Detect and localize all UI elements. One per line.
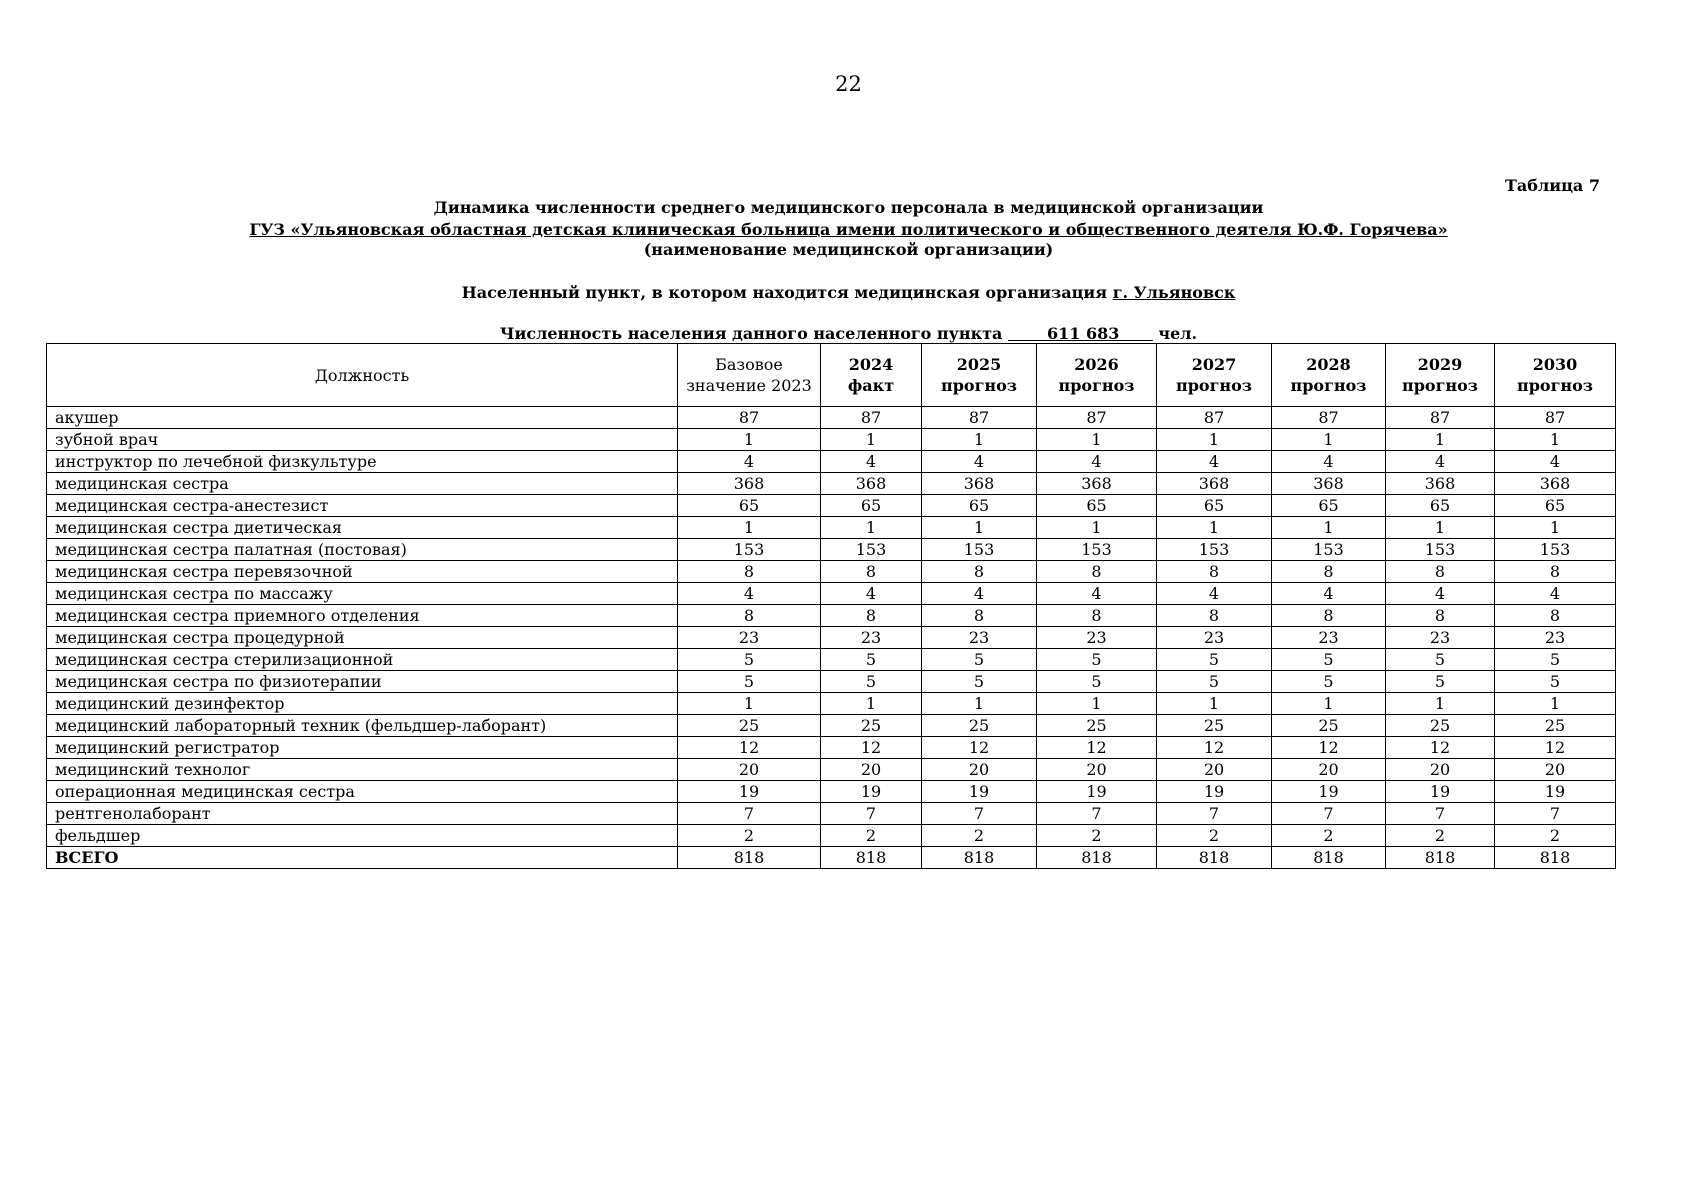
position-name: рентгенолаборант <box>47 803 678 825</box>
staff-count-cell: 4 <box>1037 583 1157 605</box>
position-name: операционная медицинская сестра <box>47 781 678 803</box>
staff-count-cell: 25 <box>1157 715 1272 737</box>
staff-count-cell: 368 <box>1386 473 1495 495</box>
table-body <box>47 407 1616 869</box>
position-name: медицинский технолог <box>47 759 678 781</box>
header-year-2028 <box>1272 344 1386 407</box>
staff-count-cell: 5 <box>1495 649 1616 671</box>
staff-count-cell: 818 <box>1037 847 1157 869</box>
staff-count-cell: 153 <box>678 539 821 561</box>
header-year-kind: прогноз <box>1517 376 1593 395</box>
header-year-kind: прогноз <box>1176 376 1252 395</box>
staff-count-cell: 7 <box>1495 803 1616 825</box>
staff-count-cell: 20 <box>1037 759 1157 781</box>
staff-count-cell: 65 <box>922 495 1037 517</box>
staff-count-cell: 4 <box>1037 451 1157 473</box>
table-row <box>47 561 1616 583</box>
staff-count-cell: 7 <box>1037 803 1157 825</box>
staff-count-cell: 7 <box>1386 803 1495 825</box>
staff-count-cell: 5 <box>1037 649 1157 671</box>
staff-count-cell: 87 <box>922 407 1037 429</box>
table-row <box>47 627 1616 649</box>
staff-count-cell: 8 <box>678 561 821 583</box>
staff-count-cell: 5 <box>1037 671 1157 693</box>
staff-count-cell: 4 <box>1157 583 1272 605</box>
staff-count-cell: 12 <box>922 737 1037 759</box>
position-name: медицинская сестра диетическая <box>47 517 678 539</box>
population-value: 611 683 <box>1047 324 1120 343</box>
staff-count-cell: 2 <box>821 825 922 847</box>
population-value-field <box>1008 324 1153 343</box>
staff-count-cell: 65 <box>1272 495 1386 517</box>
position-name: медицинская сестра процедурной <box>47 627 678 649</box>
staff-count-cell: 8 <box>922 561 1037 583</box>
position-name: фельдшер <box>47 825 678 847</box>
staff-count-cell: 65 <box>1037 495 1157 517</box>
staff-count-cell: 2 <box>1037 825 1157 847</box>
table-header <box>47 344 1616 407</box>
header-year-2026 <box>1037 344 1157 407</box>
staff-count-cell: 23 <box>1495 627 1616 649</box>
staff-count-cell: 7 <box>1157 803 1272 825</box>
staff-count-cell: 2 <box>678 825 821 847</box>
position-name: медицинская сестра перевязочной <box>47 561 678 583</box>
staff-count-cell: 1 <box>1495 429 1616 451</box>
staff-count-cell: 1 <box>1495 517 1616 539</box>
position-name: ВСЕГО <box>47 847 678 869</box>
staff-count-cell: 153 <box>1037 539 1157 561</box>
population-label: Численность населения данного населенного пункта <box>499 324 1003 343</box>
staff-count-cell: 818 <box>1386 847 1495 869</box>
position-name: медицинская сестра-анестезист <box>47 495 678 517</box>
staff-count-cell: 8 <box>1386 561 1495 583</box>
table-row <box>47 407 1616 429</box>
staff-count-cell: 5 <box>678 649 821 671</box>
table-row <box>47 781 1616 803</box>
population-unit: чел. <box>1158 324 1198 343</box>
staff-count-cell: 4 <box>1272 451 1386 473</box>
staff-count-cell: 12 <box>1037 737 1157 759</box>
staff-count-cell: 65 <box>678 495 821 517</box>
staff-count-cell: 1 <box>1157 429 1272 451</box>
header-year-kind: прогноз <box>1402 376 1478 395</box>
staff-count-cell: 5 <box>1157 671 1272 693</box>
staff-count-cell: 368 <box>1157 473 1272 495</box>
staff-count-cell: 4 <box>922 583 1037 605</box>
staff-count-cell: 12 <box>1272 737 1386 759</box>
staff-count-cell: 12 <box>1157 737 1272 759</box>
header-year-label: 2028 <box>1306 355 1351 374</box>
table-row <box>47 803 1616 825</box>
staff-count-cell: 7 <box>678 803 821 825</box>
position-name: медицинский дезинфектор <box>47 693 678 715</box>
staff-count-cell: 19 <box>1386 781 1495 803</box>
staff-count-cell: 368 <box>922 473 1037 495</box>
staff-count-cell: 1 <box>1386 693 1495 715</box>
staff-count-cell: 23 <box>1386 627 1495 649</box>
staff-count-cell: 368 <box>821 473 922 495</box>
staff-count-cell: 25 <box>1272 715 1386 737</box>
header-year-2029 <box>1386 344 1495 407</box>
table-row <box>47 495 1616 517</box>
staff-count-cell: 8 <box>922 605 1037 627</box>
organization-name: ГУЗ «Ульяновская областная детская клиническая больница имени политического и общественного деятеля Ю.Ф. Горячева» <box>249 220 1448 239</box>
table-row <box>47 737 1616 759</box>
staff-count-cell: 5 <box>678 671 821 693</box>
staff-count-cell: 5 <box>922 649 1037 671</box>
header-base-value: Базовое значение 2023 <box>678 344 821 407</box>
staff-count-cell: 818 <box>1495 847 1616 869</box>
staff-count-cell: 818 <box>678 847 821 869</box>
staff-count-cell: 19 <box>821 781 922 803</box>
staff-count-cell: 8 <box>1157 561 1272 583</box>
staff-count-cell: 1 <box>922 693 1037 715</box>
table-row <box>47 583 1616 605</box>
table-row <box>47 473 1616 495</box>
staff-count-cell: 4 <box>1386 451 1495 473</box>
staff-count-cell: 4 <box>1272 583 1386 605</box>
staff-count-cell: 153 <box>821 539 922 561</box>
staff-count-cell: 65 <box>1495 495 1616 517</box>
staff-count-cell: 818 <box>922 847 1037 869</box>
staff-count-cell: 19 <box>1495 781 1616 803</box>
staff-count-cell: 87 <box>1386 407 1495 429</box>
staff-count-cell: 153 <box>1157 539 1272 561</box>
staff-count-cell: 7 <box>922 803 1037 825</box>
staff-count-cell: 25 <box>1386 715 1495 737</box>
staff-count-cell: 4 <box>678 451 821 473</box>
staff-count-cell: 1 <box>1037 693 1157 715</box>
table-row <box>47 451 1616 473</box>
staff-count-cell: 23 <box>1272 627 1386 649</box>
header-year-label: 2026 <box>1074 355 1119 374</box>
staff-count-cell: 1 <box>922 517 1037 539</box>
staff-count-cell: 8 <box>1272 605 1386 627</box>
staff-count-cell: 8 <box>1272 561 1386 583</box>
table-row <box>47 539 1616 561</box>
header-year-2024 <box>821 344 922 407</box>
staff-count-cell: 4 <box>1495 451 1616 473</box>
header-position: Должность <box>47 344 678 407</box>
staff-count-cell: 8 <box>1157 605 1272 627</box>
table-row <box>47 605 1616 627</box>
header-year-2025 <box>922 344 1037 407</box>
table-label: Таблица 7 <box>1505 176 1600 195</box>
locality-value: г. Ульяновск <box>1112 283 1236 302</box>
header-year-label: 2024 <box>848 355 894 374</box>
staff-count-cell: 87 <box>821 407 922 429</box>
locality-label: Населенный пункт, в котором находится медицинская организация <box>461 283 1108 302</box>
staff-count-cell: 8 <box>821 561 922 583</box>
header-year-label: 2030 <box>1532 355 1578 374</box>
table-row <box>47 649 1616 671</box>
staff-count-cell: 23 <box>1037 627 1157 649</box>
staff-count-cell: 1 <box>1272 517 1386 539</box>
staff-count-cell: 7 <box>821 803 922 825</box>
staff-count-cell: 4 <box>821 451 922 473</box>
total-row <box>47 847 1616 869</box>
header-year-label: 2025 <box>956 355 1002 374</box>
page-number: 22 <box>835 72 862 96</box>
staff-count-cell: 368 <box>678 473 821 495</box>
staff-count-cell: 5 <box>1495 671 1616 693</box>
header-year-2030 <box>1495 344 1616 407</box>
staff-count-cell: 25 <box>1037 715 1157 737</box>
position-name: медицинская сестра палатная (постовая) <box>47 539 678 561</box>
position-name: медицинская сестра приемного отделения <box>47 605 678 627</box>
staff-count-cell: 1 <box>1157 693 1272 715</box>
staff-count-cell: 1 <box>821 693 922 715</box>
staff-count-cell: 12 <box>1495 737 1616 759</box>
staff-count-cell: 23 <box>1157 627 1272 649</box>
staff-count-cell: 818 <box>1272 847 1386 869</box>
position-name: акушер <box>47 407 678 429</box>
staff-count-cell: 25 <box>1495 715 1616 737</box>
staff-count-cell: 1 <box>1386 517 1495 539</box>
position-name: медицинская сестра по массажу <box>47 583 678 605</box>
table-row <box>47 517 1616 539</box>
staff-count-cell: 8 <box>1037 605 1157 627</box>
staff-count-cell: 25 <box>821 715 922 737</box>
staff-count-cell: 19 <box>922 781 1037 803</box>
header-year-kind: прогноз <box>1290 376 1367 395</box>
staff-count-cell: 19 <box>1037 781 1157 803</box>
staff-count-cell: 2 <box>1386 825 1495 847</box>
staff-count-cell: 12 <box>821 737 922 759</box>
staff-count-cell: 25 <box>678 715 821 737</box>
staff-count-cell: 5 <box>1386 649 1495 671</box>
table-row <box>47 759 1616 781</box>
staff-count-cell: 8 <box>1037 561 1157 583</box>
staff-count-cell: 1 <box>1037 517 1157 539</box>
staff-count-cell: 19 <box>1157 781 1272 803</box>
header-row <box>47 344 1616 407</box>
staff-count-cell: 153 <box>922 539 1037 561</box>
position-name: медицинская сестра по физиотерапии <box>47 671 678 693</box>
staff-count-cell: 20 <box>678 759 821 781</box>
staff-count-cell: 87 <box>1037 407 1157 429</box>
staff-count-cell: 20 <box>922 759 1037 781</box>
staff-count-cell: 2 <box>922 825 1037 847</box>
staff-count-cell: 7 <box>1272 803 1386 825</box>
staff-count-cell: 368 <box>1495 473 1616 495</box>
position-name: медицинская сестра стерилизационной <box>47 649 678 671</box>
staff-count-cell: 87 <box>1495 407 1616 429</box>
staff-count-cell: 368 <box>1272 473 1386 495</box>
staff-count-cell: 8 <box>1495 561 1616 583</box>
staff-count-cell: 1 <box>1272 429 1386 451</box>
position-name: инструктор по лечебной физкультуре <box>47 451 678 473</box>
staff-count-cell: 1 <box>1157 517 1272 539</box>
staff-count-cell: 4 <box>821 583 922 605</box>
staff-count-cell: 5 <box>1272 649 1386 671</box>
table-row <box>47 693 1616 715</box>
staff-count-cell: 2 <box>1495 825 1616 847</box>
staff-count-cell: 8 <box>1386 605 1495 627</box>
header-year-label: 2029 <box>1417 355 1463 374</box>
header-year-kind: факт <box>847 376 895 395</box>
staff-count-cell: 1 <box>922 429 1037 451</box>
staff-count-cell: 5 <box>1272 671 1386 693</box>
staff-count-cell: 1 <box>821 517 922 539</box>
staff-count-cell: 87 <box>1157 407 1272 429</box>
staff-count-cell: 87 <box>1272 407 1386 429</box>
staff-count-cell: 1 <box>1495 693 1616 715</box>
staff-count-cell: 23 <box>821 627 922 649</box>
staff-count-cell: 4 <box>922 451 1037 473</box>
population-line <box>0 324 1697 343</box>
staff-count-cell: 5 <box>821 649 922 671</box>
position-name: зубной врач <box>47 429 678 451</box>
staff-count-cell: 368 <box>1037 473 1157 495</box>
staff-count-cell: 5 <box>922 671 1037 693</box>
staff-count-cell: 8 <box>1495 605 1616 627</box>
staff-count-cell: 4 <box>678 583 821 605</box>
header-year-kind: прогноз <box>941 376 1017 395</box>
staff-count-cell: 19 <box>678 781 821 803</box>
staff-count-cell: 1 <box>1037 429 1157 451</box>
staff-count-cell: 25 <box>922 715 1037 737</box>
staff-count-cell: 20 <box>1157 759 1272 781</box>
staff-count-cell: 5 <box>1386 671 1495 693</box>
table-row <box>47 825 1616 847</box>
position-name: медицинский лабораторный техник (фельдшер-лаборант) <box>47 715 678 737</box>
staff-count-cell: 87 <box>678 407 821 429</box>
staff-count-cell: 818 <box>821 847 922 869</box>
staff-count-cell: 12 <box>678 737 821 759</box>
staff-table <box>46 343 1616 869</box>
header-year-2027 <box>1157 344 1272 407</box>
staff-count-cell: 23 <box>922 627 1037 649</box>
table-row <box>47 671 1616 693</box>
staff-count-cell: 65 <box>1157 495 1272 517</box>
document-title: Динамика численности среднего медицинского персонала в медицинской организации <box>433 198 1264 217</box>
staff-count-cell: 1 <box>678 517 821 539</box>
staff-count-cell: 2 <box>1157 825 1272 847</box>
staff-count-cell: 12 <box>1386 737 1495 759</box>
staff-count-cell: 4 <box>1157 451 1272 473</box>
staff-count-cell: 23 <box>678 627 821 649</box>
staff-count-cell: 2 <box>1272 825 1386 847</box>
staff-count-cell: 20 <box>1495 759 1616 781</box>
position-name: медицинская сестра <box>47 473 678 495</box>
staff-count-cell: 153 <box>1495 539 1616 561</box>
table-row <box>47 715 1616 737</box>
staff-count-cell: 1 <box>1272 693 1386 715</box>
staff-count-cell: 818 <box>1157 847 1272 869</box>
staff-count-cell: 5 <box>1157 649 1272 671</box>
staff-count-cell: 4 <box>1386 583 1495 605</box>
staff-count-cell: 153 <box>1386 539 1495 561</box>
locality-line <box>0 283 1697 302</box>
staff-count-cell: 65 <box>1386 495 1495 517</box>
staff-count-cell: 1 <box>678 429 821 451</box>
staff-count-cell: 20 <box>821 759 922 781</box>
staff-count-cell: 20 <box>1386 759 1495 781</box>
organization-caption: (наименование медицинской организации) <box>643 240 1054 259</box>
staff-count-cell: 1 <box>821 429 922 451</box>
position-name: медицинский регистратор <box>47 737 678 759</box>
header-year-kind: прогноз <box>1058 376 1135 395</box>
staff-count-cell: 153 <box>1272 539 1386 561</box>
staff-count-cell: 20 <box>1272 759 1386 781</box>
table-row <box>47 429 1616 451</box>
staff-count-cell: 8 <box>678 605 821 627</box>
staff-count-cell: 19 <box>1272 781 1386 803</box>
staff-count-cell: 5 <box>821 671 922 693</box>
staff-count-cell: 8 <box>821 605 922 627</box>
staff-count-cell: 65 <box>821 495 922 517</box>
staff-count-cell: 1 <box>1386 429 1495 451</box>
staff-count-cell: 4 <box>1495 583 1616 605</box>
header-year-label: 2027 <box>1191 355 1237 374</box>
staff-count-cell: 1 <box>678 693 821 715</box>
